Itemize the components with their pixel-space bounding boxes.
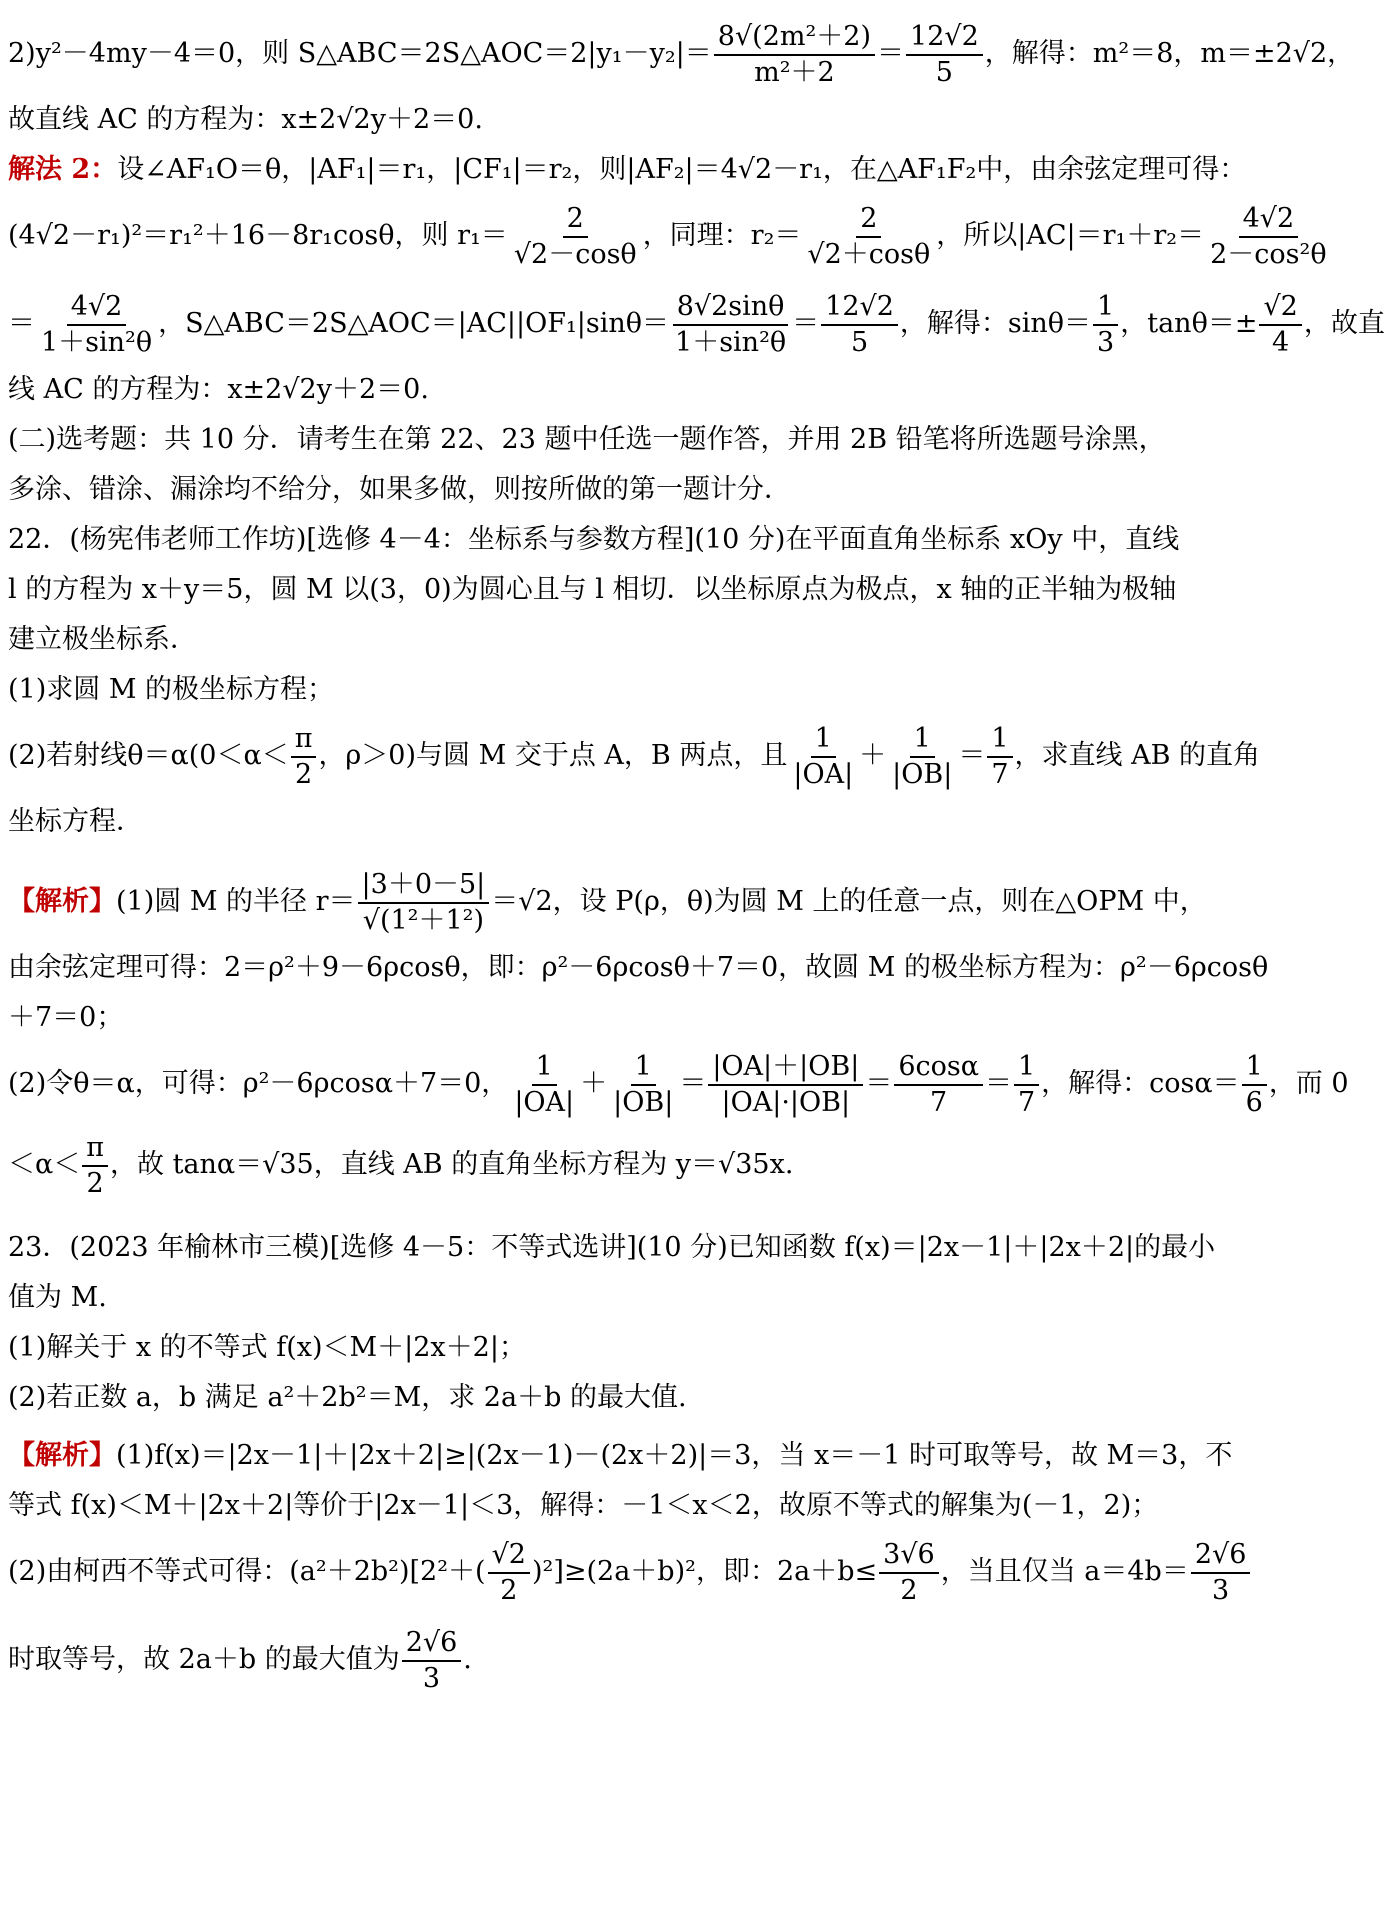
line-5-part-e: ，tanθ＝± (1120, 308, 1258, 339)
line-16-text: 由余弦定理可得：2＝ρ²＋9－6ρcosθ，即：ρ²－6ρcosθ＋7＝0，故圆 M 的极坐标方程为：ρ²－6ρcosθ (8, 952, 1269, 983)
line-22-text: (1)解关于 x 的不等式 f(x)＜M＋|2x＋2|； (8, 1332, 526, 1363)
fraction (671, 290, 790, 360)
fraction-denominator: |OA|·|OB| (721, 1086, 851, 1118)
line-10-text: l 的方程为 x＋y＝5，圆 M 以(3，0)为圆心且与 l 相切．以坐标原点为极点，x 轴的正半轴为极轴 (8, 574, 1177, 605)
text-line-15 (8, 858, 1207, 946)
line-7-text: (二)选考题：共 10 分．请考生在第 22、23 题中任选一题作答，并用 2B 铅笔将所选题号涂黑， (8, 424, 1166, 455)
line-1-tail: ，解得：m²＝8，m＝±2√2， (984, 38, 1355, 69)
text-line-23 (8, 1376, 1192, 1420)
fraction-numerator: 2√6 (1191, 1538, 1251, 1574)
fraction-denominator: 7 (1017, 1086, 1036, 1118)
line-13-part-c: ＋ (859, 740, 887, 771)
text-line-20 (8, 1226, 1216, 1270)
text-line-11 (8, 618, 1192, 662)
fraction-numerator: 3√6 (879, 1538, 939, 1574)
text-line-4 (8, 192, 1327, 280)
fraction-numerator: 1 (811, 722, 836, 758)
fraction-numerator: √2 (488, 1538, 530, 1574)
line-27-part-a: 时取等号，故 2a＋b 的最大值为 (8, 1644, 400, 1675)
text-line-7 (8, 418, 1192, 462)
text-line-21 (8, 1276, 1192, 1320)
fraction-numerator: 12√2 (906, 20, 983, 56)
fraction-denominator: 3 (1097, 326, 1115, 358)
line-5-part-b: ，S△ABC＝2S△AOC＝|AC||OF₁|sinθ＝ (158, 308, 670, 339)
text-line-17 (8, 996, 1192, 1040)
text-line-18 (8, 1040, 1349, 1128)
line-11-text: 建立极坐标系． (8, 624, 197, 655)
line-8-text: 多涂、错涂、漏涂均不给分，如果多做，则按所做的第一题计分． (8, 474, 791, 505)
fraction-denominator: 2 (86, 1167, 104, 1199)
line-18-part-f: ，解得：cosα＝ (1041, 1068, 1240, 1099)
fraction-denominator: 3 (422, 1662, 441, 1694)
fraction-denominator: 7 (991, 758, 1009, 790)
text-line-16 (8, 946, 1269, 990)
fraction (82, 1131, 108, 1201)
line-13-part-d: ＝ (958, 740, 986, 771)
fraction (1242, 1050, 1267, 1120)
fraction-denominator: |OB| (613, 1086, 674, 1118)
fraction (37, 290, 156, 360)
line-26-part-c: ，当且仅当 a＝4b＝ (940, 1556, 1189, 1587)
fraction-numerator: |OA|＋|OB| (708, 1050, 863, 1086)
text-line-26 (8, 1528, 1247, 1616)
line-18-part-a: (2)令θ＝α，可得：ρ²－6ρcosα＋7＝0， (8, 1068, 509, 1099)
fraction-numerator: 8√(2m²＋2) (714, 20, 875, 56)
fraction (488, 1538, 530, 1608)
fraction (402, 1626, 462, 1696)
fraction-numerator: 12√2 (821, 290, 898, 326)
line-18-part-g: ，而 0 (1268, 1068, 1349, 1099)
line-21-text: 值为 M. (8, 1282, 107, 1313)
line-5-part-a: ＝ (8, 308, 35, 339)
fraction (803, 202, 934, 272)
line-24-text: (1)f(x)＝|2x－1|＋|2x＋2|≥|(2x－1)－(2x＋2)|＝3，当 x＝－1 时可取等号，故 M＝3，不 (116, 1440, 1233, 1471)
analysis-tag: 【解析】 (8, 886, 116, 917)
line-12-text: (1)求圆 M 的极坐标方程； (8, 674, 335, 705)
fraction-numerator: 1 (532, 1050, 557, 1086)
line-18-part-d: ＝ (865, 1068, 893, 1099)
fraction-denominator: |OB| (892, 758, 953, 790)
line-1-text: 2)y²－4my－4＝0，则 S△ABC＝2S△AOC＝2|y₁－y₂|＝ (8, 38, 712, 69)
line-17-text: ＋7＝0； (8, 1002, 124, 1033)
fraction-numerator: √2 (1259, 290, 1301, 326)
line-19-part-b: ，故 tanα＝√35，直线 AB 的直角坐标方程为 y＝√35x. (109, 1149, 794, 1180)
fraction (708, 1050, 863, 1120)
text-line-9 (8, 518, 1192, 562)
fraction-denominator: 5 (850, 326, 869, 358)
fraction-numerator: 1 (1242, 1050, 1267, 1086)
fraction-denominator: 2 (500, 1574, 518, 1606)
text-line-6 (8, 368, 1192, 412)
line-4-part-b: ，同理：r₂＝ (642, 220, 802, 251)
fraction (609, 1050, 677, 1120)
line-13-part-b: ，ρ＞0)与圆 M 交于点 A，B 两点，且 (318, 740, 788, 771)
fraction-numerator: 1 (631, 1050, 656, 1086)
text-line-19 (8, 1128, 1192, 1202)
line-23-text: (2)若正数 a，b 满足 a²＋2b²＝M，求 2a＋b 的最大值. (8, 1382, 687, 1413)
fraction-denominator: √2＋cosθ (807, 238, 931, 270)
fraction (894, 1050, 983, 1120)
fraction (1093, 290, 1118, 360)
line-6-text: 线 AC 的方程为：x±2√2y＋2＝0. (8, 374, 429, 405)
fraction (879, 1538, 939, 1608)
fraction-denominator: 3 (1212, 1574, 1230, 1606)
line-5-part-c: ＝ (792, 308, 820, 339)
fraction (358, 868, 490, 938)
line-19-part-a: ＜α＜ (8, 1149, 81, 1180)
fraction-numerator: π (291, 722, 317, 758)
line-4-part-a: (4√2－r₁)²＝r₁²＋16－8r₁cosθ，则 r₁＝ (8, 220, 508, 251)
fraction-numerator: 1 (1093, 290, 1118, 326)
text-line-2 (8, 98, 1192, 142)
fraction-numerator: 2 (563, 202, 588, 238)
fraction (714, 20, 875, 90)
line-15-part-a: (1)圆 M 的半径 r＝ (116, 886, 356, 917)
text-line-5 (8, 280, 1385, 368)
line-26-part-b: )²]≥(2a＋b)²，即：2a＋b≤ (531, 1556, 878, 1587)
text-line-13 (8, 712, 1261, 800)
fraction (510, 1050, 578, 1120)
line-27-part-b: . (463, 1644, 472, 1675)
fraction-numerator: 1 (910, 722, 935, 758)
text-line-22 (8, 1326, 1192, 1370)
line-18-part-c: ＝ (679, 1068, 707, 1099)
fraction-denominator: 2 (900, 1574, 918, 1606)
fraction-numerator: 1 (1014, 1050, 1039, 1086)
text-line-25 (8, 1484, 1192, 1528)
line-20-text: 23．(2023 年榆林市三模)[选修 4－5：不等式选讲](10 分)已知函数 f(x)＝|2x－1|＋|2x＋2|的最小 (8, 1232, 1216, 1263)
line-2-text: 故直线 AC 的方程为：x±2√2y＋2＝0. (8, 104, 483, 135)
fraction-denominator: 7 (930, 1086, 948, 1118)
line-15-part-b: ＝√2，设 P(ρ，θ)为圆 M 上的任意一点，则在△OPM 中， (491, 886, 1207, 917)
line-14-text: 坐标方程． (8, 806, 143, 837)
fraction (789, 722, 857, 792)
fraction (291, 722, 317, 792)
line-5-part-f: ，故直 (1303, 308, 1385, 339)
fraction-numerator: |3＋0－5| (358, 868, 490, 904)
fraction-denominator: |OA| (793, 758, 854, 790)
fraction (1206, 202, 1331, 272)
fraction (987, 722, 1012, 792)
fraction-denominator: 1＋sin²θ (41, 326, 153, 358)
fraction-denominator: |OA| (514, 1086, 575, 1118)
fraction-denominator: m²＋2 (754, 56, 835, 88)
line-18-part-e: ＝ (984, 1068, 1012, 1099)
text-line-8 (8, 468, 1192, 512)
fraction-numerator: 4√2 (67, 290, 127, 326)
analysis-tag: 【解析】 (8, 1440, 116, 1471)
text-line-12 (8, 668, 1192, 712)
line-9-text: 22．(杨宪伟老师工作坊)[选修 4－4：坐标系与参数方程](10 分)在平面直角坐标系 xOy 中，直线 (8, 524, 1180, 555)
line-26-part-a: (2)由柯西不等式可得：(a²＋2b²)[2²＋( (8, 1556, 486, 1587)
fraction-denominator: √(1²＋1²) (362, 904, 485, 936)
line-25-text: 等式 f(x)＜M＋|2x＋2|等价于|2x－1|＜3，解得：－1＜x＜2，故原不等式的解集为(－1，2)； (8, 1490, 1159, 1521)
line-13-part-e: ，求直线 AB 的直角 (1014, 740, 1261, 771)
line-3-text: 设∠AF₁O＝θ，|AF₁|＝r₁，|CF₁|＝r₂，则|AF₂|＝4√2－r₁，在△AF₁F₂中，由余弦定理可得： (117, 154, 1247, 185)
fraction-numerator: 1 (987, 722, 1012, 758)
fraction-denominator: 2 (294, 758, 313, 790)
fraction-denominator: √2－cosθ (513, 238, 637, 270)
text-line-3 (8, 148, 1247, 192)
fraction (1191, 1538, 1251, 1608)
text-line-24 (8, 1434, 1233, 1478)
equals-sign: ＝ (877, 38, 905, 69)
fraction-numerator: 2 (856, 202, 881, 238)
fraction-denominator: 2－cos²θ (1210, 238, 1327, 270)
fraction-denominator: 1＋sin²θ (675, 326, 787, 358)
line-4-part-c: ，所以|AC|＝r₁＋r₂＝ (936, 220, 1205, 251)
fraction-numerator: π (82, 1131, 108, 1167)
fraction (1259, 290, 1301, 360)
fraction-denominator: 6 (1245, 1086, 1263, 1118)
fraction (1014, 1050, 1039, 1120)
fraction (888, 722, 956, 792)
fraction (821, 290, 898, 360)
text-line-10 (8, 568, 1192, 612)
fraction-denominator: 5 (935, 56, 953, 88)
fraction-numerator: 2√6 (402, 1626, 462, 1662)
text-line-1 (8, 10, 1355, 98)
fraction-numerator: 4√2 (1239, 202, 1299, 238)
fraction-numerator: 6cosα (894, 1050, 983, 1086)
fraction (906, 20, 983, 90)
text-line-27 (8, 1616, 1192, 1704)
line-18-part-b: ＋ (580, 1068, 608, 1099)
fraction-numerator: 8√2sinθ (673, 290, 789, 326)
fraction (510, 202, 641, 272)
solution-2-label: 解法 2： (8, 154, 118, 185)
line-13-part-a: (2)若射线θ＝α(0＜α＜ (8, 740, 289, 771)
line-5-part-d: ，解得：sinθ＝ (899, 308, 1092, 339)
fraction-denominator: 4 (1272, 326, 1290, 358)
text-line-14 (8, 800, 1192, 844)
